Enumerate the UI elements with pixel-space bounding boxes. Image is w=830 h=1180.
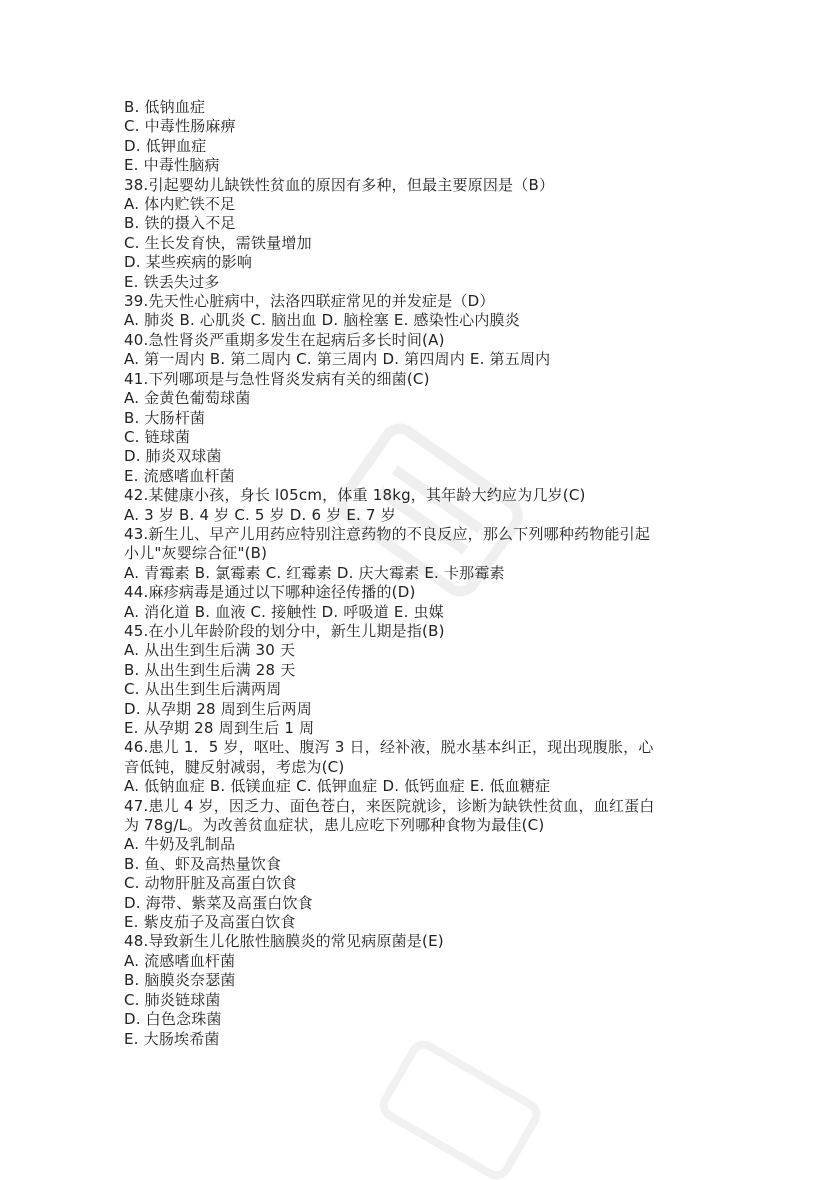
text-line: E. 中毒性脑病 bbox=[124, 156, 220, 175]
text-line: 39.先天性心脏病中，法洛四联症常见的并发症是（D） bbox=[124, 292, 495, 311]
text-line: A. 青霉素 B. 氯霉素 C. 红霉素 D. 庆大霉素 E. 卡那霉素 bbox=[124, 563, 505, 582]
text-line: 43.新生儿、早产儿用药应特别注意药物的不良反应，那么下列哪种药物能引起 bbox=[124, 524, 651, 543]
text-line: D. 从孕期 28 周到生后两周 bbox=[124, 699, 312, 718]
text-line: B. 鱼、虾及高热量饮食 bbox=[124, 854, 282, 873]
text-line: 45.在小儿年龄阶段的划分中，新生儿期是指(B) bbox=[124, 621, 445, 640]
watermark-fragment-icon bbox=[360, 1040, 560, 1180]
text-line: E. 铁丢失过多 bbox=[124, 272, 220, 291]
text-line: B. 大肠杆菌 bbox=[124, 408, 206, 427]
text-line: A. 肺炎 B. 心肌炎 C. 脑出血 D. 脑栓塞 E. 感染性心内膜炎 bbox=[124, 311, 520, 330]
text-line: 40.急性肾炎严重期多发生在起病后多长时间(A) bbox=[124, 330, 445, 349]
text-line: C. 从出生到生后满两周 bbox=[124, 680, 282, 699]
text-line: A. 金黄色葡萄球菌 bbox=[124, 389, 251, 408]
text-line: C. 肺炎链球菌 bbox=[124, 990, 221, 1009]
text-line: 48.导致新生儿化脓性脑膜炎的常见病原菌是(E) bbox=[124, 932, 444, 951]
text-line: D. 低钾血症 bbox=[124, 136, 207, 155]
text-line: 41.下列哪项是与急性肾炎发病有关的细菌(C) bbox=[124, 369, 430, 388]
text-line: 为 78g/L。为改善贫血症状，患儿应吃下列哪种食物为最佳(C) bbox=[124, 816, 545, 835]
text-line: C. 链球菌 bbox=[124, 427, 191, 446]
text-line: B. 铁的摄入不足 bbox=[124, 214, 236, 233]
text-line: E. 大肠埃希菌 bbox=[124, 1029, 220, 1048]
text-line: B. 从出生到生后满 28 天 bbox=[124, 660, 296, 679]
text-line: E. 流感嗜血杆菌 bbox=[124, 466, 235, 485]
text-line: C. 中毒性肠麻痹 bbox=[124, 117, 236, 136]
text-line: B. 脑膜炎奈瑟菌 bbox=[124, 971, 236, 990]
text-line: A. 体内贮铁不足 bbox=[124, 195, 236, 214]
text-line: 音低钝，腱反射减弱，考虑为(C) bbox=[124, 757, 345, 776]
text-line: B. 低钠血症 bbox=[124, 98, 206, 116]
text-line: A. 低钠血症 B. 低镁血症 C. 低钾血症 D. 低钙血症 E. 低血糖症 bbox=[124, 777, 551, 796]
text-line: 44.麻疹病毒是通过以下哪种途径传播的(D) bbox=[124, 583, 416, 602]
text-line: A. 消化道 B. 血液 C. 接触性 D. 呼吸道 E. 虫媒 bbox=[124, 602, 444, 621]
text-line: A. 流感嗜血杆菌 bbox=[124, 951, 236, 970]
text-line: D. 肺炎双球菌 bbox=[124, 447, 222, 466]
text-line: C. 动物肝脏及高蛋白饮食 bbox=[124, 874, 297, 893]
text-line: A. 第一周内 B. 第二周内 C. 第三周内 D. 第四周内 E. 第五周内 bbox=[124, 350, 551, 369]
text-line: E. 从孕期 28 周到生后 1 周 bbox=[124, 719, 315, 737]
text-line: A. 3 岁 B. 4 岁 C. 5 岁 D. 6 岁 E. 7 岁 bbox=[124, 505, 396, 524]
text-line: A. 从出生到生后满 30 天 bbox=[124, 641, 296, 660]
text-line: E. 紫皮茄子及高蛋白饮食 bbox=[124, 913, 296, 932]
text-line: D. 某些疾病的影响 bbox=[124, 253, 253, 272]
document-body bbox=[124, 98, 714, 1049]
text-line: D. 海带、紫菜及高蛋白饮食 bbox=[124, 893, 313, 912]
text-line: C. 生长发育快，需铁量增加 bbox=[124, 233, 312, 252]
text-line: 46.患儿 1．5 岁，呕吐、腹泻 3 日，经补液，脱水基本纠正，现出现腹胀，心 bbox=[124, 738, 654, 757]
text-line: 38.引起婴幼儿缺铁性贫血的原因有多种，但最主要原因是（B） bbox=[124, 175, 555, 194]
text-line: 小儿"灰婴综合征"(B) bbox=[124, 544, 268, 563]
text-line: D. 白色念珠菌 bbox=[124, 1010, 222, 1029]
text-line: 42.某健康小孩，身长 l05cm，体重 18kg，其年龄大约应为几岁(C) bbox=[124, 486, 586, 505]
text-line: A. 牛奶及乳制品 bbox=[124, 835, 236, 854]
text-line: 47.患儿 4 岁，因乏力、面色苍白，来医院就诊，诊断为缺铁性贫血，血红蛋白 bbox=[124, 796, 655, 815]
